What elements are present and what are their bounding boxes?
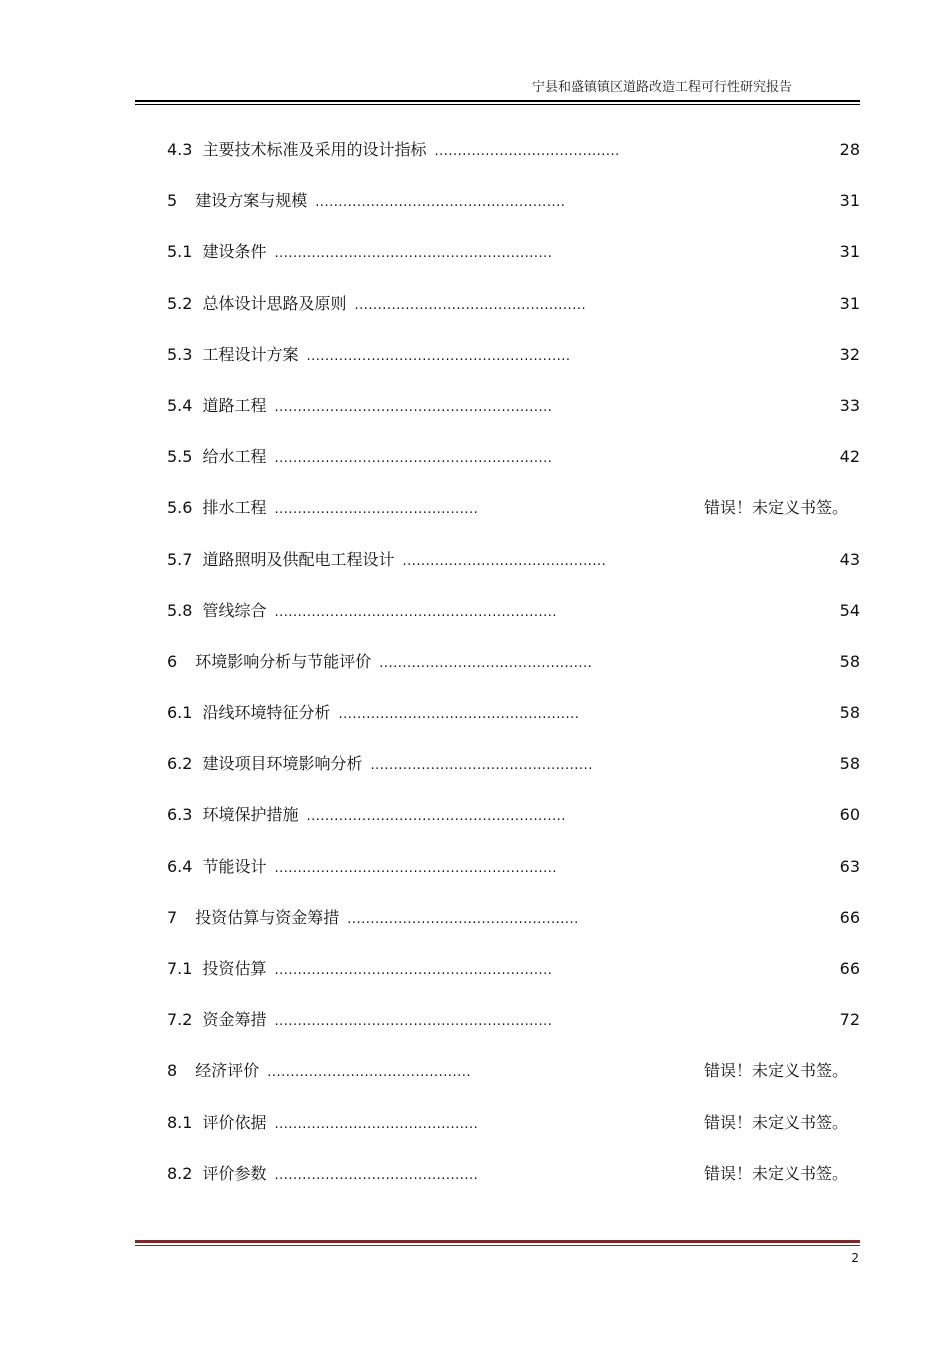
- toc-page-number: 58: [839, 703, 860, 723]
- toc-entry[interactable]: [167, 444, 860, 495]
- toc-entry-title: 经济评价: [195, 1061, 260, 1081]
- toc-bookmark-error: 错误！未定义书签。: [703, 498, 848, 518]
- toc-entry-title: 沿线环境特征分析: [202, 703, 331, 723]
- toc-entry[interactable]: [167, 1058, 860, 1109]
- toc-page-number: 31: [839, 242, 860, 262]
- toc-entry-title: 评价参数: [202, 1163, 267, 1183]
- running-header: 宁县和盛镇镇区道路改造工程可行性研究报告: [531, 80, 792, 95]
- toc-leader-dots: ............................................: [267, 1065, 472, 1081]
- toc-entry-number: 6.3: [167, 805, 193, 825]
- toc-entry[interactable]: [167, 751, 860, 802]
- toc-entry-title: 投资估算: [202, 959, 267, 978]
- toc-leader-dots: ............................................................: [274, 246, 553, 262]
- toc-entry-number: 5: [167, 191, 178, 211]
- toc-entry-number: 7.2: [167, 1010, 193, 1030]
- toc-entry-title: 资金筹措: [202, 1010, 267, 1030]
- toc-entry[interactable]: [167, 342, 860, 393]
- toc-leader-dots: ........................................: [434, 144, 620, 159]
- toc-page-number: 72: [839, 1010, 860, 1030]
- footer-rule: [135, 1240, 860, 1243]
- toc-entry-number: 8.1: [167, 1112, 193, 1132]
- toc-entry[interactable]: [167, 854, 860, 905]
- toc-entry-number: 5.5: [167, 447, 193, 467]
- toc-entry-title: 主要技术标准及采用的设计指标: [202, 140, 427, 159]
- toc-bookmark-error: 错误！未定义书签。: [703, 1163, 848, 1183]
- toc-entry-number: 8: [167, 1061, 178, 1081]
- toc-entry-title: 总体设计思路及原则: [202, 293, 347, 313]
- toc-entry-title: 环境影响分析与节能评价: [195, 651, 372, 671]
- toc-page-number: 31: [839, 293, 860, 313]
- toc-leader-dots: ..................................................: [347, 911, 579, 927]
- toc-page-number: 43: [839, 549, 860, 569]
- toc-leader-dots: .............................................................: [274, 604, 558, 620]
- toc-leader-dots: .............................................................: [274, 860, 558, 876]
- table-of-contents: [167, 137, 860, 1212]
- toc-page-number: 66: [839, 907, 860, 927]
- toc-leader-dots: ............................................: [274, 502, 479, 518]
- toc-page-number: 66: [839, 959, 860, 978]
- header-rule: [135, 100, 860, 102]
- toc-leader-dots: ............................................................: [274, 451, 553, 467]
- toc-entry[interactable]: [167, 1007, 860, 1058]
- toc-entry[interactable]: [167, 700, 860, 751]
- toc-entry-number: 8.2: [167, 1163, 193, 1183]
- toc-entry-title: 建设条件: [202, 242, 267, 262]
- toc-entry-title: 工程设计方案: [202, 344, 299, 364]
- toc-leader-dots: ............................................: [274, 1116, 479, 1132]
- toc-entry[interactable]: [167, 547, 860, 598]
- toc-entry[interactable]: [167, 239, 860, 290]
- toc-entry-number: 5.8: [167, 600, 193, 620]
- toc-entry[interactable]: [167, 802, 860, 853]
- toc-entry[interactable]: [167, 291, 860, 342]
- toc-entry-number: 5.4: [167, 395, 193, 415]
- toc-entry-number: 7: [167, 907, 178, 927]
- toc-entry[interactable]: [167, 1110, 860, 1161]
- toc-entry-number: 5.2: [167, 293, 193, 313]
- toc-page-number: 28: [839, 140, 860, 159]
- toc-page-number: 32: [839, 344, 860, 364]
- toc-entry-number: 7.1: [167, 959, 193, 978]
- toc-entry-number: 4.3: [167, 140, 193, 159]
- toc-leader-dots: ............................................................: [274, 963, 553, 978]
- toc-entry-title: 道路照明及供配电工程设计: [202, 549, 395, 569]
- toc-leader-dots: .........................................................: [306, 348, 571, 364]
- toc-page-number: 60: [839, 805, 860, 825]
- toc-page-number: 63: [839, 856, 860, 876]
- toc-page-number: 54: [839, 600, 860, 620]
- toc-entry-number: 5.1: [167, 242, 193, 262]
- toc-bookmark-error: 错误！未定义书签。: [703, 1112, 848, 1132]
- toc-leader-dots: ............................................: [402, 553, 607, 569]
- toc-leader-dots: ....................................................: [338, 707, 580, 723]
- toc-page-number: 42: [839, 447, 860, 467]
- toc-entry-title: 给水工程: [202, 447, 267, 467]
- toc-entry-title: 排水工程: [202, 498, 267, 518]
- toc-entry[interactable]: [167, 598, 860, 649]
- toc-leader-dots: ..............................................: [379, 655, 593, 671]
- toc-entry[interactable]: [167, 649, 860, 700]
- toc-entry[interactable]: [167, 1161, 860, 1212]
- toc-entry[interactable]: [167, 188, 860, 239]
- toc-page-number: 58: [839, 754, 860, 774]
- toc-leader-dots: ........................................................: [306, 809, 566, 825]
- toc-entry-title: 环境保护措施: [202, 805, 299, 825]
- toc-page-number: 33: [839, 395, 860, 415]
- toc-entry-number: 6.1: [167, 703, 193, 723]
- toc-entry-title: 节能设计: [202, 856, 267, 876]
- toc-entry[interactable]: [167, 137, 860, 188]
- toc-leader-dots: ................................................: [370, 758, 593, 774]
- toc-entry-number: 5.3: [167, 344, 193, 364]
- page-number: 2: [851, 1251, 859, 1265]
- toc-entry[interactable]: [167, 393, 860, 444]
- toc-entry-title: 评价依据: [202, 1112, 267, 1132]
- toc-entry-number: 6.2: [167, 754, 193, 774]
- toc-leader-dots: ............................................................: [274, 399, 553, 415]
- toc-page-number: 58: [839, 651, 860, 671]
- toc-entry-number: 5.7: [167, 549, 193, 569]
- toc-entry[interactable]: [167, 495, 860, 546]
- toc-entry-title: 道路工程: [202, 395, 267, 415]
- toc-entry-title: 建设方案与规模: [195, 191, 308, 211]
- toc-leader-dots: ..................................................: [354, 297, 587, 313]
- toc-bookmark-error: 错误！未定义书签。: [703, 1061, 848, 1081]
- toc-entry-title: 投资估算与资金筹措: [195, 907, 340, 927]
- toc-leader-dots: ............................................: [274, 1167, 479, 1183]
- toc-entry-number: 6: [167, 651, 178, 671]
- toc-leader-dots: ............................................................: [274, 1014, 553, 1030]
- toc-entry[interactable]: [167, 905, 860, 956]
- toc-entry[interactable]: [167, 956, 860, 1007]
- toc-leader-dots: ......................................................: [315, 195, 566, 211]
- toc-entry-title: 建设项目环境影响分析: [202, 754, 363, 774]
- toc-page-number: 31: [839, 191, 860, 211]
- toc-entry-number: 5.6: [167, 498, 193, 518]
- footer-rule-thin: [135, 1245, 860, 1246]
- toc-entry-number: 6.4: [167, 856, 193, 876]
- header-rule-thin: [135, 104, 860, 105]
- toc-entry-title: 管线综合: [202, 600, 267, 620]
